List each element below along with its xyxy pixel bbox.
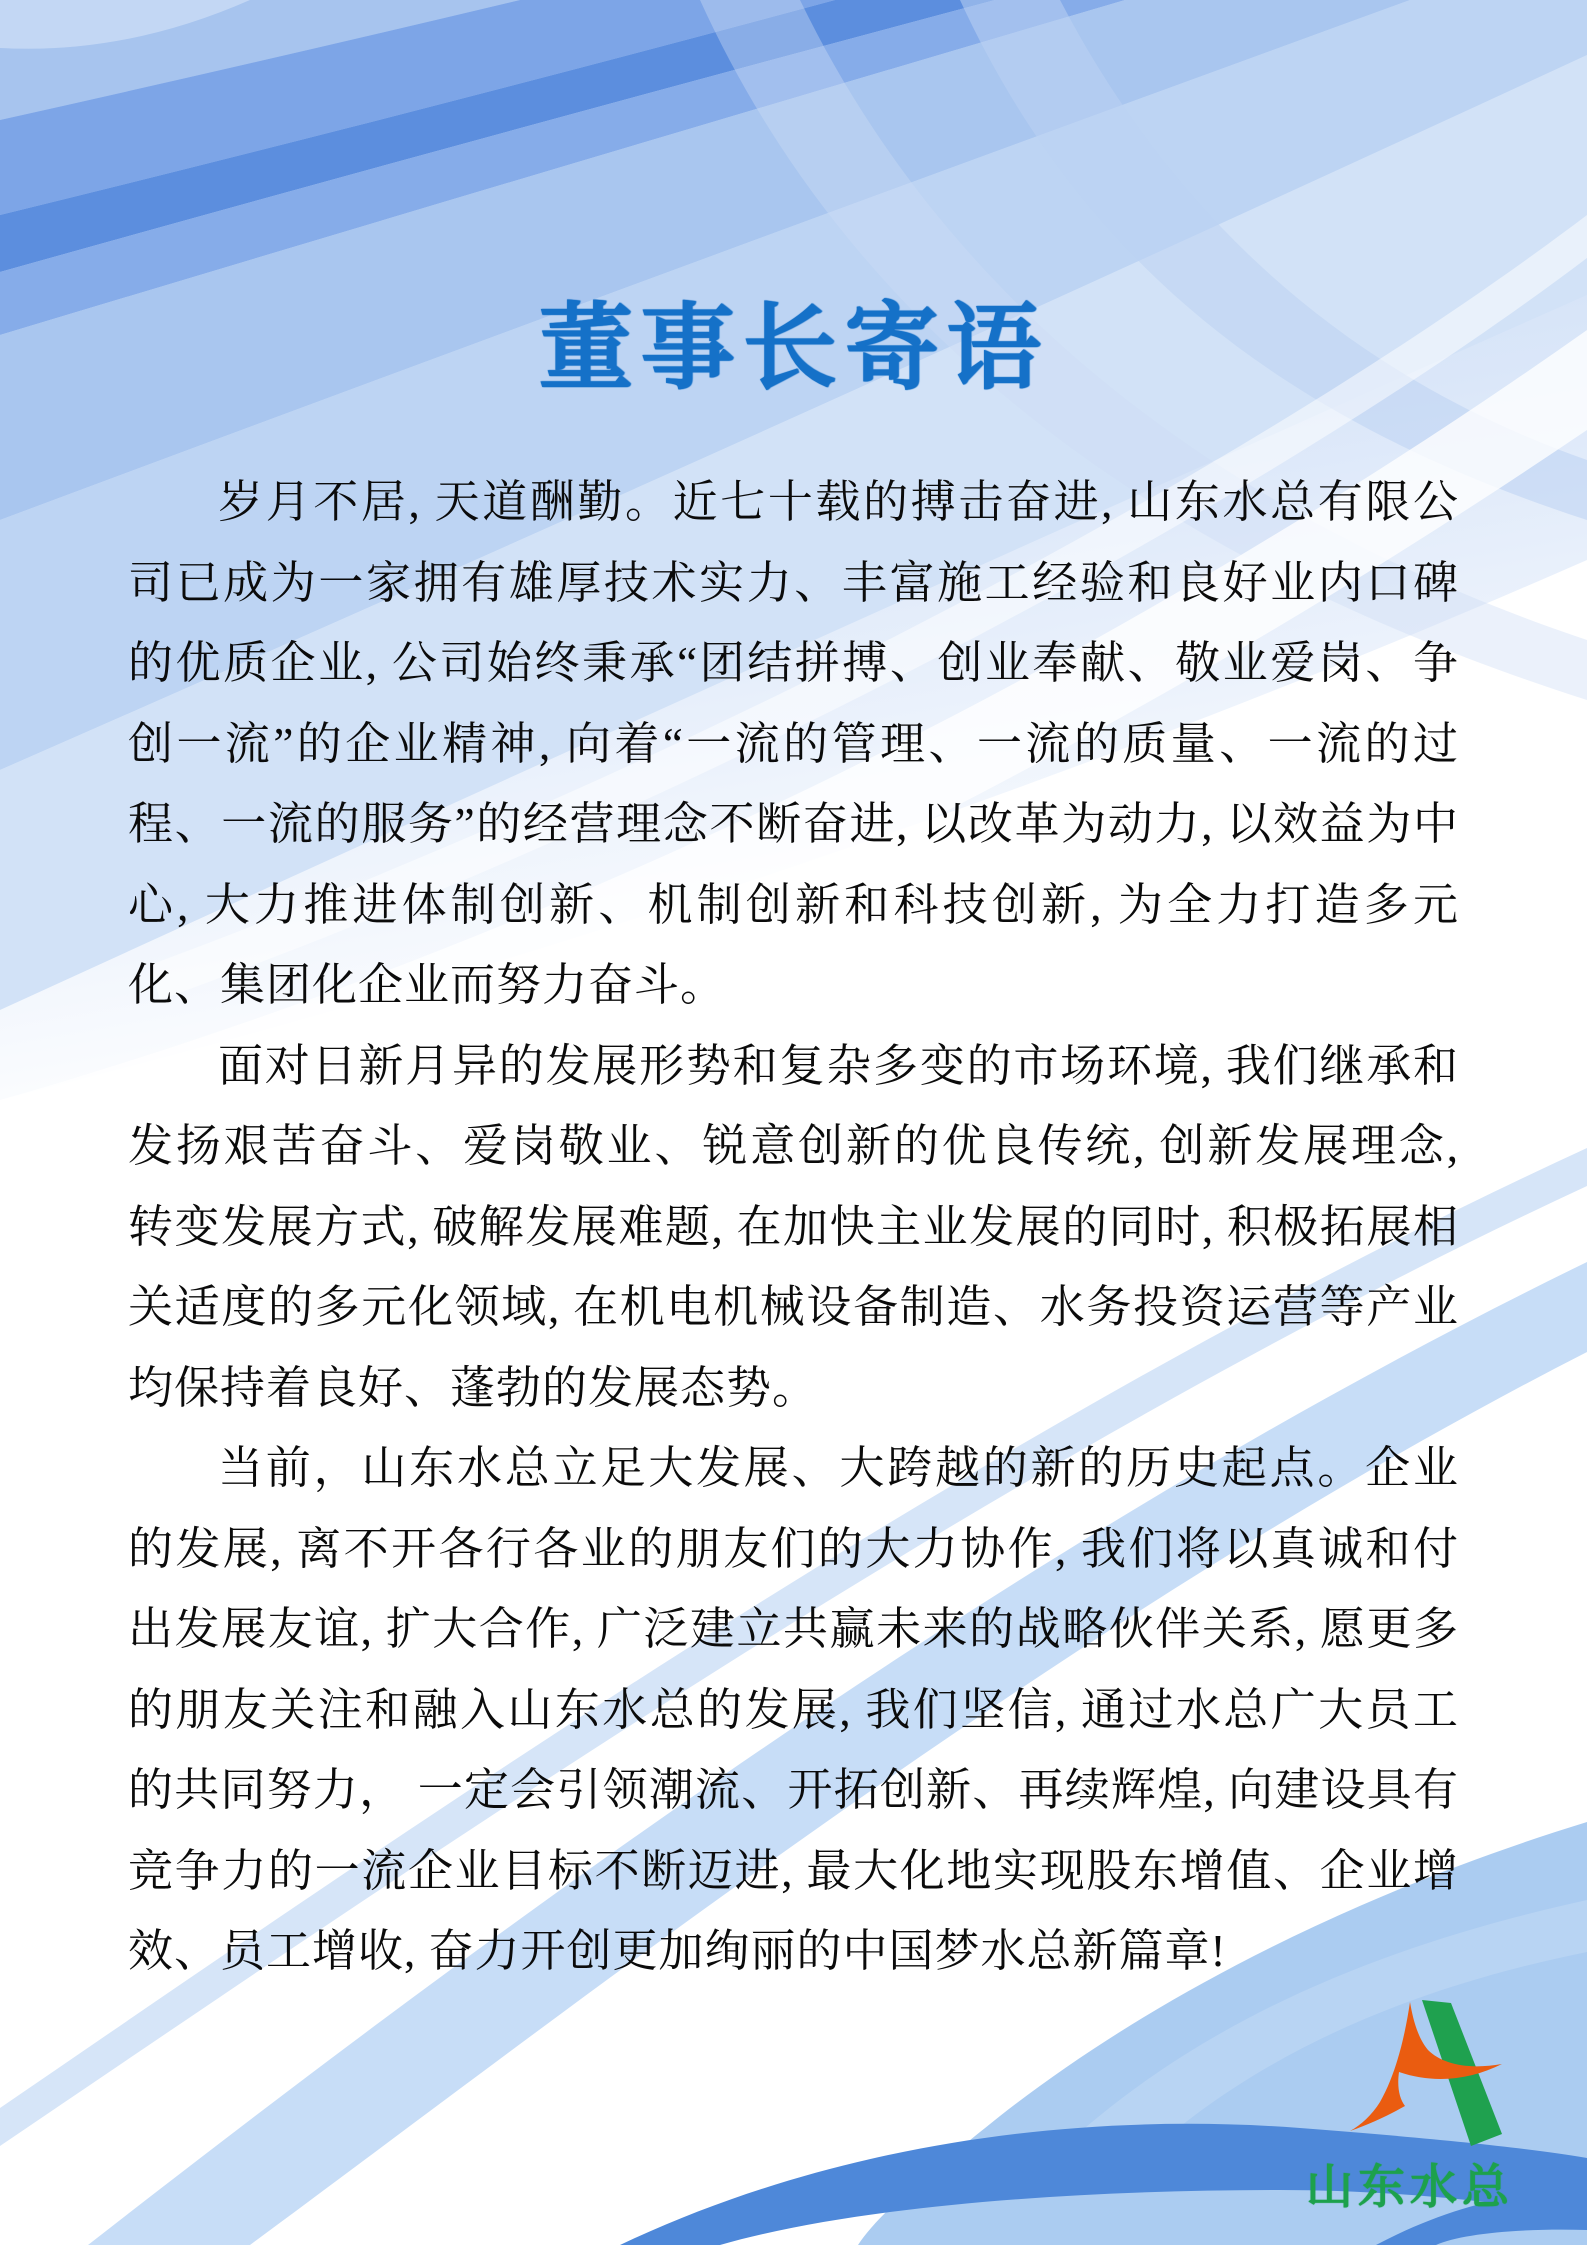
company-logo-mark-icon bbox=[1342, 2000, 1507, 2148]
message-body bbox=[128, 462, 1459, 1992]
paragraph-2: 面对日新月异的发展形势和复杂多变的市场环境, 我们继承和发扬艰苦奋斗、爱岗敬业、锐意创新的优良传统, 创新发展理念, 转变发展方式, 破解发展难题, 在加快主业发展的同时, 积极拓展相关适度的多元化领域, 在机电机械设备制造、水务投资运营等产业均保持着良好、蓬勃的发展态势。 bbox=[128, 1040, 1459, 1413]
page-title: 董事长寄语 bbox=[538, 295, 1049, 400]
paragraph-1: 岁月不居, 天道酬勤。近七十载的搏击奋进, 山东水总有限公司已成为一家拥有雄厚技术实力、丰富施工经验和良好业内口碑的优质企业, 公司始终秉承“团结拼搏、创业奉献、敬业爱岗、争创一流”的企业精神, 向着“一流的管理、一流的质量、一流的过程、一流的服务”的经营理念不断奋进, 以改革为动力, 以效益为中心, 大力推进体制创新、机制创新和科技创新, 为全力打造多元化、集团化企业而努力奋斗。 bbox=[128, 477, 1459, 1010]
paragraph-3: 当前，山东水总立足大发展、大跨越的新的历史起点。企业的发展, 离不开各行各业的朋友们的大力协作, 我们将以真诚和付出发展友谊, 扩大合作, 广泛建立共赢未来的战略伙伴关系, 愿更多的朋友关注和融入山东水总的发展, 我们坚信, 通过水总广大员工的共同努力， 一定会引领潮流、开拓创新、再续辉煌, 向建设具有竞争力的一流企业目标不断迈进, 最大化地实现股东增值、企业增效、员工增收, 奋力开创更加绚丽的中国梦水总新篇章! bbox=[128, 1443, 1459, 1976]
company-logo-text: 山东水总 bbox=[1306, 2160, 1514, 2213]
company-logo bbox=[1265, 2000, 1555, 2217]
